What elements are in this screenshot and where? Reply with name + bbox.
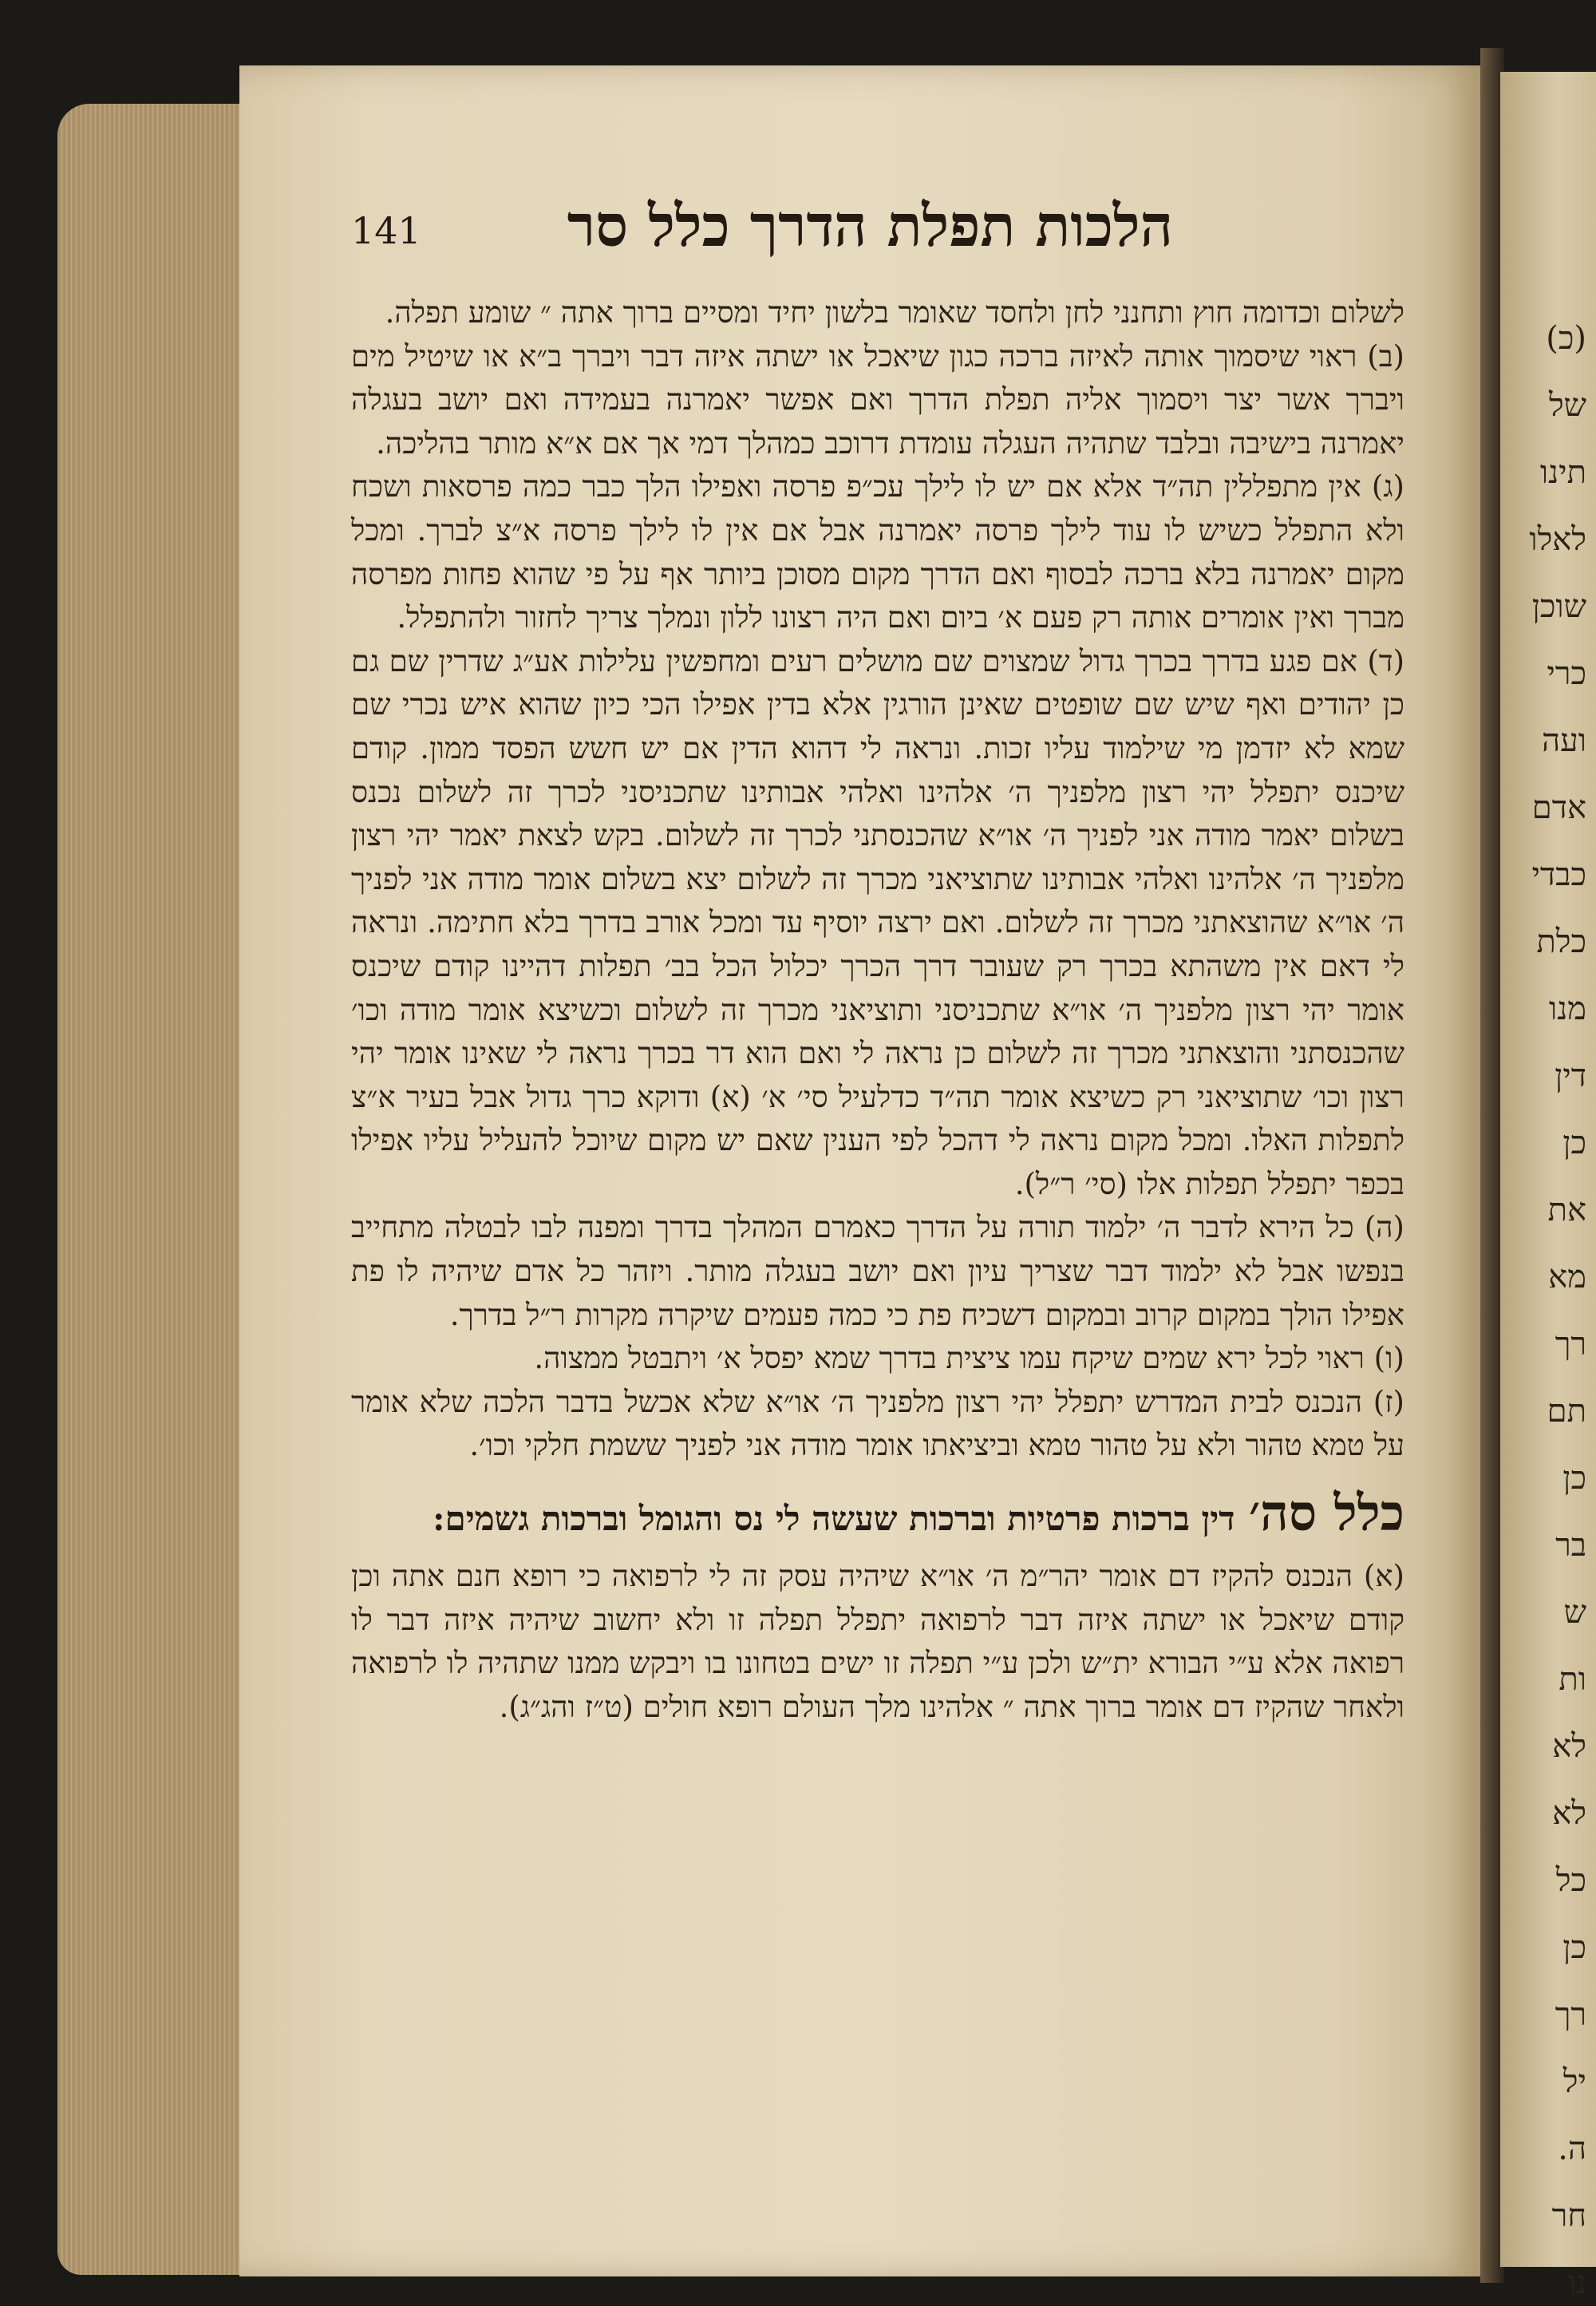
facing-page-fragment: רך — [1555, 1326, 1586, 1363]
facing-page-fragment: חר — [1551, 2197, 1586, 2234]
page-header — [351, 192, 1404, 263]
facing-page-fragment: ות — [1558, 1661, 1586, 1698]
paragraph-continuation: לשלום וכדומה חוץ ותחנני לחן ולחסד שאומר בלשון יחיד ומסיים ברוך אתה ״ שומע תפלה. — [385, 295, 1404, 330]
paragraph-gimel: (ג) אין מתפללין תה״ד אלא אם יש לו לילך עכ״פ פרסה ואפילו הלך כבר כמה פרסאות ושכח ולא התפלל כשיש לו עוד לילך פרסה יאמרנה אבל אם אין לו לילך פרסה א״צ לברך. ומכל מקום יאמרנה בלא ברכה לבסוף ואם הדרך מקום מסוכן ביותר אף על פי שהוא פחות מפרסה מברך ואין אומרים אותה רק פעם א׳ ביום ואם היה רצונו ללון ונמלך צריך לחזור ולהתפלל. — [351, 469, 1404, 635]
facing-page-fragment: תינו — [1539, 454, 1586, 491]
facing-page-fragment: לא — [1552, 1795, 1586, 1832]
facing-page-fragment: דין — [1555, 1058, 1586, 1094]
facing-page-fragment: כבדי — [1531, 856, 1586, 893]
book-page-edges — [57, 104, 253, 2275]
facing-page-fragment: לא — [1552, 1728, 1586, 1765]
facing-page-fragment: כלת — [1536, 924, 1586, 960]
paragraph-bet: (ב) ראוי שיסמוך אותה לאיזה ברכה כגון שיאכל או ישתה איזה דבר ויברך ב״א או שיטיל מים ויברך אשר יצר ויסמוך אליה תפלת הדרך ואם אפשר יאמרנה בעמידה ואם יושב בעגלה יאמרנה בישיבה ובלבד שתהיה העגלה עומדת דרוכב כמהלך דמי אך אם א״א מותר בהליכה. — [351, 338, 1404, 461]
facing-page-fragment: של — [1548, 387, 1586, 424]
facing-page-fragment: שוכן — [1531, 588, 1586, 625]
paragraph-dalet: (ד) אם פגע בדרך בכרך גדול שמצוים שם מושלים רעים ומחפשין עלילות אע״ג שדרין שם גם כן יהודים ואף שיש שם שופטים שאינן הורגין אלא בדין אפילו הכי כיון שהוא איש נכרי שם שמא לא יזדמן מי שילמוד עליו זכות. ונראה לי דהוא הדין אם יש חשש הפסד ממון. קודם שיכנס יתפלל יהי רצון מלפניך ה׳ אלהינו ואלהי אבותינו שתכניסני לכרך זה לשלום נכנס בשלום יאמר מודה אני לפניך ה׳ או״א שהכנסתני לכרך זה לשלום. בקש לצאת יאמר יהי רצון מלפניך ה׳ אלהינו ואלהי אבותינו שתוציאני מכרך זה לשלום יצא בשלום אומר מודה אני לפניך ה׳ או״א שהוצאתני מכרך זה לשלום. ואם ירצה יוסיף עד ומכל אורב בדרך בלא חתימה. ונראה לי דאם אין משהתא בכרך רק שעובר דרך הכרך יכלול הכל בב׳ תפלות דהיינו קודם שיכנס אומר יהי רצון מלפניך ה׳ או״א שתכניסני ותוציאני מכרך זה לשלום וכשיצא אומר מודה וכו׳ שהכנסתני והוצאתני מכרך זה לשלום כן נראה לי ואם הוא דר בכרך נראה לי שאינו אומר יהי רצון וכו׳ שתוציאני רק כשיצא אומר תה״ד כדלעיל סי׳ א׳ (א) ודוקא כרך גדול אבל בעיר א״צ לתפלות האלו. ומכל מקום נראה לי דהכל לפי הענין שאם יש מקום שיוכל להעליל עליו אפילו בכפר יתפלל תפלות אלו (סי׳ ר״ל). — [351, 643, 1405, 1201]
facing-page-fragment: ה. — [1558, 2130, 1586, 2167]
facing-page-fragment: כן — [1562, 1460, 1586, 1497]
facing-page-fragment: כן — [1562, 1125, 1586, 1161]
running-title: הלכות תפלת הדרך כלל סר — [567, 192, 1173, 259]
facing-page-fragment: לאלו — [1529, 521, 1586, 558]
facing-page-fragment: רך — [1555, 1996, 1586, 2033]
facing-page-fragment: נו — [1567, 2264, 1586, 2301]
page-body — [351, 291, 1404, 1729]
chapter-description: דין ברכות פרטיות וברכות שעשה לי נס והגומל וברכות גשמים: — [433, 1499, 1235, 1539]
facing-page-fragment: (כ) — [1546, 320, 1586, 357]
page-number: 141 — [351, 209, 421, 252]
facing-page-fragment: את — [1547, 1192, 1586, 1228]
facing-page-fragment: מא — [1548, 1259, 1586, 1295]
chapter-heading — [351, 1484, 1404, 1544]
paragraph-he: (ה) כל הירא לדבר ה׳ ילמוד תורה על הדרך כאמרם המהלך בדרך ומפנה לבו לבטלה מתחייב בנפשו אבל לא ילמוד דבר שצריך עיון ואם יושב בעגלה מותר. ויזהר כל אדם שיהיה לו פת אפילו הולך במקום קרוב ובמקום דשכיח פת כי כמה פעמים שיקרה מקרות ר״ל בדרך. — [351, 1210, 1404, 1332]
facing-page-fragment: תם — [1547, 1393, 1586, 1430]
paragraph-alef: (א) הנכנס להקיז דם אומר יהר״מ ה׳ או״א שיהיה עסק זה לי לרפואה כי רופא חנם אתה וכן קודם שיאכל או ישתה איזה דבר לרפואה יתפלל תפלה זו ולא יחשוב שיהיה איזה דבר לו רפואה אלא ע״י הבורא ית״ש ולכן ע״י תפלה זו ישים בטחונו בו ויבקש ממנו שתהיה לו לרפואה ולאחר שהקיז דם אומר ברוך אתה ״ אלהינו מלך העולם רופא חולים (ט״ז והג״ג). — [351, 1559, 1404, 1724]
facing-page-fragment: בר — [1555, 1527, 1586, 1564]
facing-page-fragment: ש — [1563, 1594, 1586, 1631]
facing-page-fragment: ועה — [1542, 722, 1586, 759]
paragraph-zayin: (ז) הנכנס לבית המדרש יתפלל יהי רצון מלפניך ה׳ או״א שלא אכשל בדבר הלכה שלא אומר על טמא טהור ולא על טהור טמא וביציאתו אומר מודה אני לפניך ששמת חלקי וכו׳. — [351, 1384, 1404, 1463]
chapter-label: כלל סה׳ — [1248, 1484, 1404, 1543]
facing-page-fragment: כן — [1562, 1929, 1586, 1966]
facing-page — [1500, 72, 1596, 2301]
facing-page-fragment: אדם — [1531, 789, 1586, 826]
facing-page-fragment: יל — [1562, 2063, 1586, 2100]
facing-page-fragment: כרי — [1547, 655, 1586, 692]
paragraph-vav: (ו) ראוי לכל ירא שמים שיקח עמו ציצית בדרך שמא יפסל א׳ ויתבטל ממצוה. — [534, 1341, 1404, 1376]
facing-page-fragment: מנו — [1549, 991, 1586, 1027]
facing-page-fragment: כל — [1555, 1862, 1586, 1899]
